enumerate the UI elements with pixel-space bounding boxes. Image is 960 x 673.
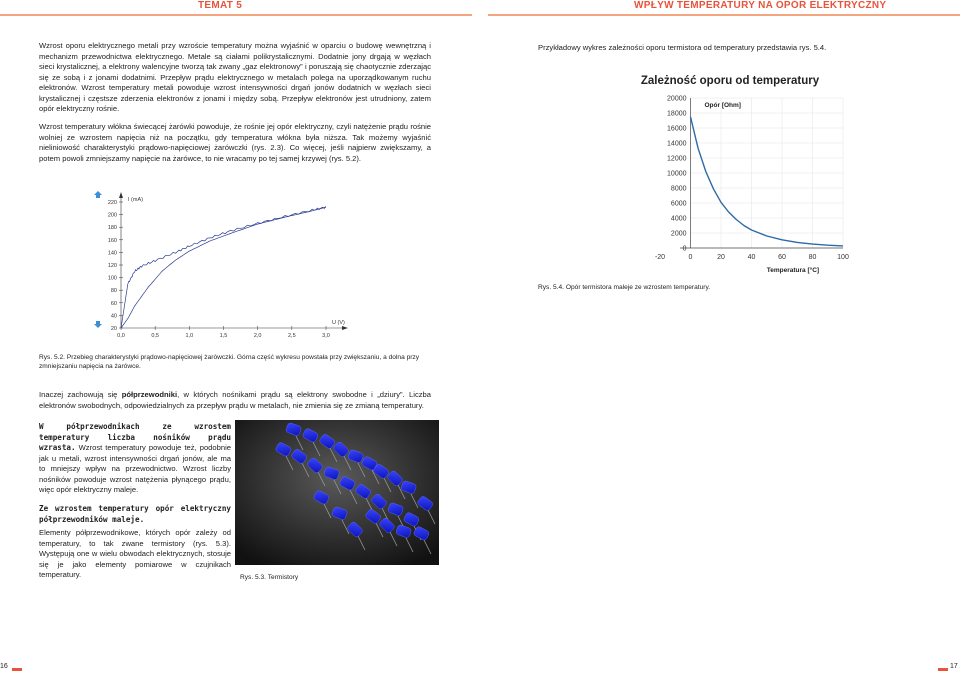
chart-title: Zależność oporu od temperatury (640, 75, 820, 87)
paragraph-semiconductors-conclusion (39, 504, 231, 525)
y-tick-label: 20000 (667, 95, 687, 103)
semi-conclusion-bold: Ze wzrostem temperatury opór elektryczny półprzewodników maleje. (39, 504, 231, 524)
y-tick-label: 60 (110, 300, 117, 307)
left-header-rule (0, 14, 472, 16)
x-tick-label: 80 (808, 254, 817, 261)
y-tick-label: 140 (107, 250, 117, 257)
y-axis-label: Opór [Ohm] (704, 102, 741, 109)
thermistors-photo (235, 420, 439, 565)
semi-intro-text: Inaczej zachowują się (39, 390, 122, 399)
y-tick-label: 100 (107, 275, 117, 282)
x-tick-label: 20 (717, 254, 725, 261)
iv-series-2 (121, 207, 326, 328)
y-tick-label: 10000 (667, 170, 687, 178)
right-footer-bar (938, 668, 948, 671)
x-tick-label: 100 (837, 254, 849, 261)
x-tick-label: 60 (778, 254, 786, 261)
y-tick-label: 4000 (670, 215, 687, 223)
x-tick-label: 2,0 (253, 333, 262, 339)
semi-body-text: Wzrost temperatury powoduje też, podobnie jak u metali, wzrost intensywności drgań jonów, ale ma to mniejszy wpływ na przewodnictwo. Wzrost liczby nośników powoduje wzrost natężenia płynącego prądu, więc opór elektryczny maleje. (39, 443, 231, 494)
y-axis-arrow (119, 192, 123, 198)
arrow-up-icon (94, 191, 102, 198)
y-tick-label: 220 (107, 200, 117, 206)
paragraph-metals-resistance: Wzrost oporu elektrycznego metali przy wzroście temperatury można wyjaśnić w oparciu o budowę wewnętrzną i mechanizm przewodnictwa elektrycznego. Metale są ciałami polikrystalicznymi. Dodatnie jony drgają w węzłach sieci krystalicznej, a elektrony walencyjne tworzą tak zwany „gaz elektronowy” i poruszają się chaotycznie zderzając się ze sobą i z jonami dodatnimi. Przepływ prądu elektrycznego w metalach polega na uporządkowanym ruchu elektronów. Wzrost temperatury metali powoduje wzrost intensywności drgań jonów dodatnich w węzłach sieci krystalicznej i częstsze zderzenia elektronów z jonami i między sobą. Przepływ elektronów jest utrudniony, zatem opór elektryczny rośnie. (39, 41, 431, 113)
x-tick-label: 0,0 (117, 333, 125, 339)
x-axis-label: U (V) (332, 320, 345, 326)
resistance-curve (691, 117, 844, 246)
y-tick-label: 8000 (670, 185, 687, 193)
y-tick-label: 14000 (667, 140, 687, 148)
x-tick-label: 1,0 (185, 333, 194, 339)
y-tick-label: 120 (107, 263, 117, 269)
caption-figure-5-3: Rys. 5.3. Termistory (240, 574, 299, 581)
iv-series-1 (121, 206, 326, 328)
right-page-number: 17 (950, 663, 958, 670)
paragraph-bulb-filament: Wzrost temperatury włókna świecącej żarówki powoduje, że rośnie jej opór elektryczny, czyli natężenie prądu rośnie wolniej ze wzrostem napięcia niż na początku, gdy temperatura włókna była niższa. Tak możemy wyjaśnić nieliniowość charakterystyki prądowo-napięciowej żarówczki (rys. 2.3). Co więcej, jeśli najpierw zwiększamy, a potem powoli zmniejszamy napięcie na żarówce, to nie wracamy po tej samej krzywej (rys. 5.2). (39, 122, 431, 163)
x-tick-label: 2,5 (288, 333, 296, 339)
semi-bold-term: półprzewodniki (121, 390, 178, 399)
x-tick-label: -20 (654, 254, 666, 261)
y-tick-label: 18000 (667, 110, 687, 118)
x-tick-label: 3,0 (322, 333, 330, 339)
iv-characteristic-chart (88, 190, 358, 345)
semi-bold-statement: W półprzewodnikach ze wzrostem temperatury liczba nośników prądu wzrasta. (39, 422, 231, 452)
caption-figure-5-2: Rys. 5.2. Przebieg charakterystyki prądowo-napięciowej żarówczki. Górna część wykresu powstała przy zwiększaniu, a dolna przy zmniejszaniu napięcia na żarówce. (39, 354, 420, 370)
right-header-rule (488, 14, 960, 16)
x-tick-label: 40 (747, 254, 756, 261)
paragraph-thermistor-intro: Przykładowy wykres zależności oporu termistora od temperatury przedstawia rys. 5.4. (538, 43, 827, 52)
paragraph-thermistors: Elementy półprzewodnikowe, których opór zależy od temperatury, to tak zwane termistory (rys. 5.3). Występują one w wielu obwodach elektrycznych, stosuje się je jako elementy pomiarowe w czujnikach temperatury. (39, 528, 231, 579)
y-tick-label: 200 (107, 212, 117, 219)
y-tick-label: 80 (110, 288, 117, 295)
right-running-head: WPŁYW TEMPERATURY NA OPÓR ELEKTRYCZNY (634, 0, 887, 11)
x-tick-label: 1,5 (219, 333, 228, 339)
left-running-head: TEMAT 5 (198, 0, 243, 11)
caption-figure-5-4: Rys. 5.4. Opór termistora maleje ze wzrostem temperatury. (538, 284, 711, 291)
y-tick-label: 0 (682, 245, 687, 253)
x-axis-arrow (342, 326, 348, 330)
x-tick-label: 0,5 (151, 333, 159, 339)
paragraph-semiconductors-intro (39, 390, 431, 411)
arrow-down-icon (94, 321, 102, 328)
thermistor-resistance-chart (600, 68, 860, 278)
semi-intro-rest: , w których nośnikami prądu są elektrony swobodne i „dziury”. Liczba elektronów swobodnych, odpowiedzialnych za przepływ prądu w metalach, nie zmienia się ze zmianą temperatury. (39, 390, 431, 410)
y-axis-label: I (mA) (128, 197, 143, 203)
y-tick-label: 12000 (667, 155, 687, 163)
left-footer-bar (12, 668, 22, 671)
left-page-number: 16 (0, 663, 8, 670)
paragraph-semiconductors-body (39, 422, 231, 496)
x-axis-label: Temperatura [°C] (766, 267, 820, 274)
y-tick-label: 180 (107, 225, 117, 232)
y-tick-label: 40 (110, 313, 117, 320)
y-tick-label: 16000 (667, 125, 687, 133)
y-tick-label: 6000 (670, 200, 687, 208)
y-tick-label: 160 (107, 237, 117, 244)
y-tick-label: 2000 (670, 230, 687, 238)
x-tick-label: 0 (688, 254, 693, 261)
y-tick-label: 20 (110, 326, 117, 332)
